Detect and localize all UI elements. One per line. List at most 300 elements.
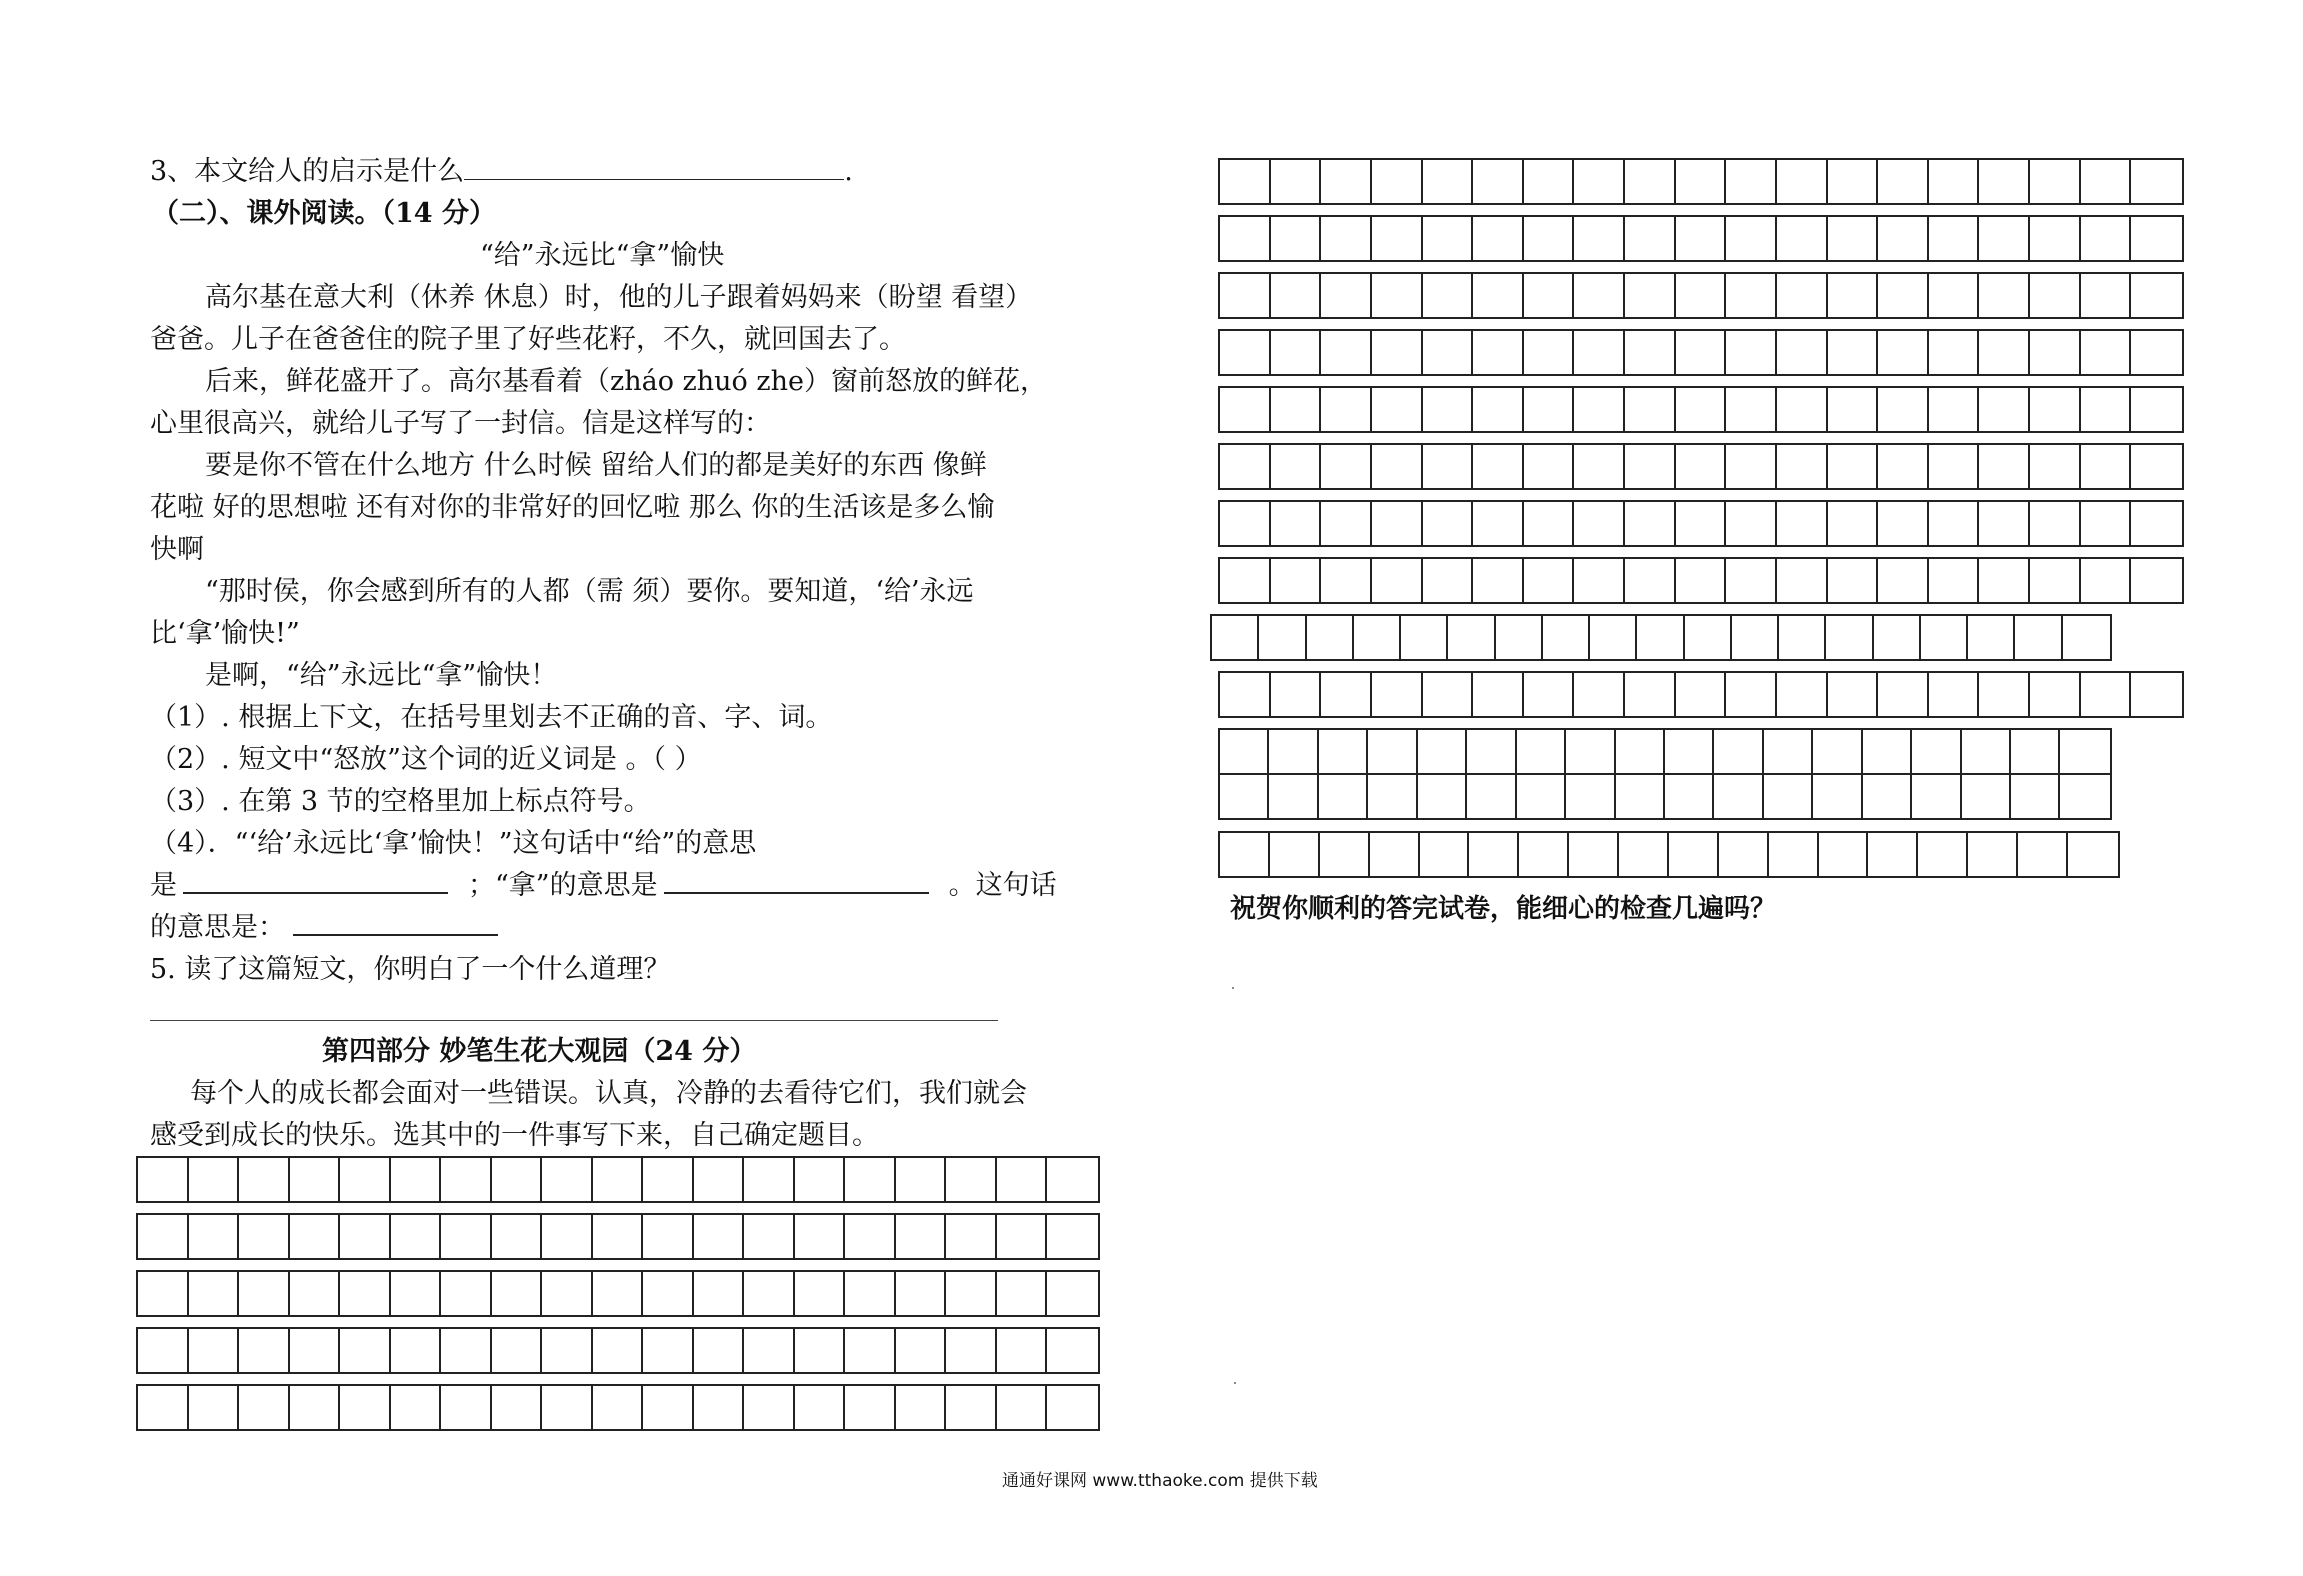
grid-cell[interactable] [2060,775,2109,818]
grid-cell[interactable] [1271,559,1322,602]
grid-cell[interactable] [1979,445,2030,488]
grid-cell[interactable] [1524,274,1575,317]
grid-cell[interactable] [1979,502,2030,545]
grid-cell[interactable] [1676,217,1727,260]
grid-cell[interactable] [1828,673,1879,716]
grid-cell[interactable] [2131,217,2182,260]
grid-cell[interactable] [391,1158,442,1201]
grid-cell[interactable] [1669,833,1719,876]
grid-cell[interactable] [643,1272,694,1315]
grid-cell[interactable] [1625,559,1676,602]
grid-cell[interactable] [138,1215,189,1258]
grid-cell[interactable] [2081,502,2132,545]
composition-grid-row[interactable] [136,1156,1100,1203]
grid-cell[interactable] [1321,331,1372,374]
grid-cell[interactable] [1448,616,1495,659]
grid-cell[interactable] [1813,775,1862,818]
grid-cell[interactable] [1473,445,1524,488]
grid-cell[interactable] [1726,673,1777,716]
grid-cell[interactable] [1220,331,1271,374]
grid-cell[interactable] [290,1272,341,1315]
grid-cell[interactable] [1524,217,1575,260]
grid-cell[interactable] [1047,1158,1098,1201]
grid-cell[interactable] [1962,730,2011,773]
grid-cell[interactable] [1473,274,1524,317]
grid-cell[interactable] [2068,833,2118,876]
grid-cell[interactable] [239,1158,290,1201]
grid-cell[interactable] [492,1215,543,1258]
grid-cell[interactable] [2081,160,2132,203]
grid-cell[interactable] [1212,616,1259,659]
grid-cell[interactable] [2131,274,2182,317]
grid-cell[interactable] [1625,445,1676,488]
grid-cell[interactable] [391,1329,442,1372]
grid-cell[interactable] [1574,331,1625,374]
grid-cell[interactable] [138,1272,189,1315]
grid-cell[interactable] [1878,559,1929,602]
composition-grid-row[interactable] [1210,614,2112,661]
grid-cell[interactable] [1777,502,1828,545]
grid-cell[interactable] [1473,388,1524,431]
grid-cell[interactable] [1921,616,1968,659]
grid-cell[interactable] [1574,217,1625,260]
grid-cell[interactable] [744,1329,795,1372]
grid-cell[interactable] [1574,445,1625,488]
grid-cell[interactable] [1828,445,1879,488]
grid-cell[interactable] [1625,502,1676,545]
grid-cell[interactable] [2081,274,2132,317]
grid-cell[interactable] [290,1215,341,1258]
grid-cell[interactable] [1929,673,1980,716]
grid-cell[interactable] [189,1158,240,1201]
grid-cell[interactable] [2011,775,2060,818]
grid-cell[interactable] [1979,274,2030,317]
composition-grid-row[interactable] [136,1270,1100,1317]
grid-cell[interactable] [1473,331,1524,374]
grid-cell[interactable] [1321,559,1372,602]
grid-cell[interactable] [1519,833,1569,876]
grid-cell[interactable] [896,1386,947,1429]
grid-cell[interactable] [1321,673,1372,716]
grid-cell[interactable] [1271,445,1322,488]
grid-cell[interactable] [1625,274,1676,317]
grid-cell[interactable] [1878,331,1929,374]
grid-cell[interactable] [2030,445,2081,488]
grid-cell[interactable] [1616,775,1665,818]
grid-cell[interactable] [2131,160,2182,203]
grid-cell[interactable] [1321,445,1372,488]
grid-cell[interactable] [1220,673,1271,716]
grid-cell[interactable] [1868,833,1918,876]
grid-cell[interactable] [1524,160,1575,203]
grid-cell[interactable] [1874,616,1921,659]
grid-cell[interactable] [2030,331,2081,374]
grid-cell[interactable] [1714,730,1763,773]
grid-cell[interactable] [441,1158,492,1201]
grid-cell[interactable] [1714,775,1763,818]
grid-cell[interactable] [2030,502,2081,545]
grid-cell[interactable] [1047,1215,1098,1258]
composition-grid-row[interactable] [1218,386,2184,433]
grid-cell[interactable] [845,1215,896,1258]
grid-cell[interactable] [1929,502,1980,545]
grid-cell[interactable] [340,1215,391,1258]
grid-cell[interactable] [1929,217,1980,260]
grid-cell[interactable] [643,1215,694,1258]
grid-cell[interactable] [1496,616,1543,659]
grid-cell[interactable] [1769,833,1819,876]
grid-cell[interactable] [189,1272,240,1315]
grid-cell[interactable] [593,1215,644,1258]
grid-cell[interactable] [1878,388,1929,431]
grid-cell[interactable] [1372,388,1423,431]
grid-cell[interactable] [1269,730,1318,773]
grid-cell[interactable] [744,1386,795,1429]
grid-cell[interactable] [795,1158,846,1201]
grid-cell[interactable] [1912,775,1961,818]
composition-grid-row[interactable] [1218,329,2184,376]
grid-cell[interactable] [1619,833,1669,876]
grid-cell[interactable] [1979,331,2030,374]
grid-cell[interactable] [1418,730,1467,773]
grid-cell[interactable] [2030,217,2081,260]
grid-cell[interactable] [1979,559,2030,602]
grid-cell[interactable] [593,1272,644,1315]
grid-cell[interactable] [1259,616,1306,659]
grid-cell[interactable] [2030,160,2081,203]
grid-cell[interactable] [795,1215,846,1258]
grid-cell[interactable] [1726,559,1777,602]
grid-cell[interactable] [795,1329,846,1372]
grid-cell[interactable] [1828,274,1879,317]
grid-cell[interactable] [340,1272,391,1315]
grid-cell[interactable] [1676,274,1727,317]
grid-cell[interactable] [1637,616,1684,659]
grid-cell[interactable] [1676,673,1727,716]
grid-cell[interactable] [2081,388,2132,431]
grid-cell[interactable] [744,1272,795,1315]
grid-cell[interactable] [1566,730,1615,773]
grid-cell[interactable] [1271,673,1322,716]
grid-cell[interactable] [239,1386,290,1429]
grid-cell[interactable] [1777,388,1828,431]
grid-cell[interactable] [1590,616,1637,659]
composition-grid-row[interactable] [1218,215,2184,262]
grid-cell[interactable] [1220,730,1269,773]
grid-cell[interactable] [593,1386,644,1429]
composition-grid-row[interactable] [1218,773,2112,820]
grid-cell[interactable] [2131,559,2182,602]
grid-cell[interactable] [239,1215,290,1258]
grid-cell[interactable] [1524,331,1575,374]
grid-cell[interactable] [1625,331,1676,374]
grid-cell[interactable] [1307,616,1354,659]
grid-cell[interactable] [138,1329,189,1372]
grid-cell[interactable] [2015,616,2062,659]
grid-cell[interactable] [1524,502,1575,545]
grid-cell[interactable] [1828,160,1879,203]
grid-cell[interactable] [1726,388,1777,431]
grid-cell[interactable] [1819,833,1869,876]
grid-cell[interactable] [845,1272,896,1315]
composition-grid-row[interactable] [136,1213,1100,1260]
grid-cell[interactable] [2081,673,2132,716]
grid-cell[interactable] [1625,673,1676,716]
grid-cell[interactable] [441,1329,492,1372]
grid-cell[interactable] [997,1215,1048,1258]
grid-cell[interactable] [1423,274,1474,317]
grid-cell[interactable] [1863,730,1912,773]
grid-cell[interactable] [542,1215,593,1258]
grid-cell[interactable] [1685,616,1732,659]
grid-cell[interactable] [1764,730,1813,773]
grid-cell[interactable] [1813,730,1862,773]
grid-cell[interactable] [1271,331,1322,374]
composition-grid-row[interactable] [136,1327,1100,1374]
grid-cell[interactable] [1625,217,1676,260]
grid-cell[interactable] [1566,775,1615,818]
grid-cell[interactable] [1269,775,1318,818]
grid-cell[interactable] [1271,388,1322,431]
grid-cell[interactable] [845,1158,896,1201]
grid-cell[interactable] [1423,502,1474,545]
grid-cell[interactable] [239,1272,290,1315]
grid-cell[interactable] [1517,730,1566,773]
grid-cell[interactable] [1473,217,1524,260]
grid-cell[interactable] [1777,160,1828,203]
grid-cell[interactable] [694,1272,745,1315]
grid-cell[interactable] [1372,217,1423,260]
grid-cell[interactable] [1968,616,2015,659]
grid-cell[interactable] [744,1215,795,1258]
grid-cell[interactable] [290,1329,341,1372]
grid-cell[interactable] [1574,388,1625,431]
grid-cell[interactable] [694,1329,745,1372]
grid-cell[interactable] [845,1386,896,1429]
grid-cell[interactable] [1473,559,1524,602]
grid-cell[interactable] [1878,673,1929,716]
answer-blank-give[interactable] [183,868,448,894]
grid-cell[interactable] [1372,274,1423,317]
grid-cell[interactable] [1929,331,1980,374]
grid-cell[interactable] [1878,160,1929,203]
grid-cell[interactable] [1676,388,1727,431]
grid-cell[interactable] [441,1215,492,1258]
grid-cell[interactable] [542,1272,593,1315]
grid-cell[interactable] [1271,274,1322,317]
grid-cell[interactable] [542,1386,593,1429]
grid-cell[interactable] [2030,559,2081,602]
answer-blank-meaning[interactable] [293,910,498,936]
grid-cell[interactable] [239,1329,290,1372]
grid-cell[interactable] [1779,616,1826,659]
grid-cell[interactable] [1372,502,1423,545]
grid-cell[interactable] [694,1158,745,1201]
grid-cell[interactable] [1676,331,1727,374]
grid-cell[interactable] [795,1272,846,1315]
grid-cell[interactable] [1220,775,1269,818]
grid-cell[interactable] [1372,559,1423,602]
grid-cell[interactable] [1878,445,1929,488]
grid-cell[interactable] [492,1272,543,1315]
grid-cell[interactable] [1726,160,1777,203]
grid-cell[interactable] [1368,730,1417,773]
composition-grid-row[interactable] [136,1384,1100,1431]
grid-cell[interactable] [1271,217,1322,260]
grid-cell[interactable] [1878,217,1929,260]
grid-cell[interactable] [896,1215,947,1258]
grid-cell[interactable] [1467,730,1516,773]
grid-cell[interactable] [1372,331,1423,374]
grid-cell[interactable] [1777,217,1828,260]
grid-cell[interactable] [1420,833,1470,876]
grid-cell[interactable] [1574,559,1625,602]
grid-cell[interactable] [1665,775,1714,818]
grid-cell[interactable] [1423,388,1474,431]
grid-cell[interactable] [845,1329,896,1372]
grid-cell[interactable] [1220,274,1271,317]
grid-cell[interactable] [290,1386,341,1429]
grid-cell[interactable] [542,1329,593,1372]
grid-cell[interactable] [643,1158,694,1201]
grid-cell[interactable] [1676,502,1727,545]
grid-cell[interactable] [1968,833,2018,876]
grid-cell[interactable] [2063,616,2110,659]
grid-cell[interactable] [2081,445,2132,488]
grid-cell[interactable] [643,1386,694,1429]
grid-cell[interactable] [694,1215,745,1258]
grid-cell[interactable] [946,1215,997,1258]
grid-cell[interactable] [1979,388,2030,431]
grid-cell[interactable] [340,1386,391,1429]
grid-cell[interactable] [997,1386,1048,1429]
grid-cell[interactable] [1676,160,1727,203]
grid-cell[interactable] [946,1386,997,1429]
grid-cell[interactable] [1726,502,1777,545]
grid-cell[interactable] [1220,160,1271,203]
grid-cell[interactable] [1321,502,1372,545]
grid-cell[interactable] [1524,388,1575,431]
grid-cell[interactable] [492,1158,543,1201]
grid-cell[interactable] [896,1272,947,1315]
grid-cell[interactable] [189,1386,240,1429]
grid-cell[interactable] [1777,274,1828,317]
grid-cell[interactable] [1220,217,1271,260]
grid-cell[interactable] [290,1158,341,1201]
answer-blank-take[interactable] [664,868,929,894]
grid-cell[interactable] [2060,730,2109,773]
grid-cell[interactable] [1401,616,1448,659]
grid-cell[interactable] [2131,388,2182,431]
grid-cell[interactable] [1372,160,1423,203]
grid-cell[interactable] [1271,160,1322,203]
grid-cell[interactable] [1220,388,1271,431]
grid-cell[interactable] [542,1158,593,1201]
grid-cell[interactable] [946,1329,997,1372]
grid-cell[interactable] [1918,833,1968,876]
grid-cell[interactable] [1473,160,1524,203]
grid-cell[interactable] [946,1158,997,1201]
grid-cell[interactable] [946,1272,997,1315]
grid-cell[interactable] [1929,388,1980,431]
grid-cell[interactable] [391,1386,442,1429]
grid-cell[interactable] [138,1386,189,1429]
grid-cell[interactable] [1726,445,1777,488]
grid-cell[interactable] [1574,160,1625,203]
grid-cell[interactable] [997,1272,1048,1315]
grid-cell[interactable] [2081,217,2132,260]
grid-cell[interactable] [1220,445,1271,488]
composition-grid-row[interactable] [1218,500,2184,547]
grid-cell[interactable] [1423,331,1474,374]
grid-cell[interactable] [1423,673,1474,716]
grid-cell[interactable] [1319,775,1368,818]
grid-cell[interactable] [1047,1272,1098,1315]
grid-cell[interactable] [1912,730,1961,773]
grid-cell[interactable] [1719,833,1769,876]
composition-grid-row[interactable] [1218,671,2184,718]
grid-cell[interactable] [1047,1386,1098,1429]
grid-cell[interactable] [1616,730,1665,773]
grid-cell[interactable] [1473,673,1524,716]
grid-cell[interactable] [138,1158,189,1201]
grid-cell[interactable] [2131,673,2182,716]
grid-cell[interactable] [441,1386,492,1429]
grid-cell[interactable] [1726,331,1777,374]
grid-cell[interactable] [1271,502,1322,545]
grid-cell[interactable] [1726,274,1777,317]
grid-cell[interactable] [492,1386,543,1429]
grid-cell[interactable] [189,1329,240,1372]
grid-cell[interactable] [1625,388,1676,431]
grid-cell[interactable] [997,1158,1048,1201]
grid-cell[interactable] [1929,274,1980,317]
grid-cell[interactable] [1354,616,1401,659]
grid-cell[interactable] [1929,160,1980,203]
grid-cell[interactable] [1828,331,1879,374]
grid-cell[interactable] [1929,559,1980,602]
grid-cell[interactable] [1370,833,1420,876]
grid-cell[interactable] [896,1329,947,1372]
grid-cell[interactable] [1321,217,1372,260]
grid-cell[interactable] [1469,833,1519,876]
composition-grid-row[interactable] [1218,443,2184,490]
grid-cell[interactable] [1574,274,1625,317]
grid-cell[interactable] [593,1158,644,1201]
grid-cell[interactable] [1569,833,1619,876]
grid-cell[interactable] [2011,730,2060,773]
grid-cell[interactable] [1423,160,1474,203]
grid-cell[interactable] [1372,445,1423,488]
grid-cell[interactable] [1979,673,2030,716]
grid-cell[interactable] [1321,388,1372,431]
grid-cell[interactable] [492,1329,543,1372]
grid-cell[interactable] [2131,445,2182,488]
grid-cell[interactable] [2131,502,2182,545]
grid-cell[interactable] [1676,445,1727,488]
grid-cell[interactable] [2018,833,2068,876]
composition-grid-row[interactable] [1218,272,2184,319]
grid-cell[interactable] [1467,775,1516,818]
grid-cell[interactable] [694,1386,745,1429]
grid-cell[interactable] [1574,502,1625,545]
grid-cell[interactable] [340,1158,391,1201]
grid-cell[interactable] [1423,559,1474,602]
grid-cell[interactable] [1962,775,2011,818]
grid-cell[interactable] [1828,388,1879,431]
composition-grid-row[interactable] [1218,831,2120,878]
grid-cell[interactable] [2030,673,2081,716]
